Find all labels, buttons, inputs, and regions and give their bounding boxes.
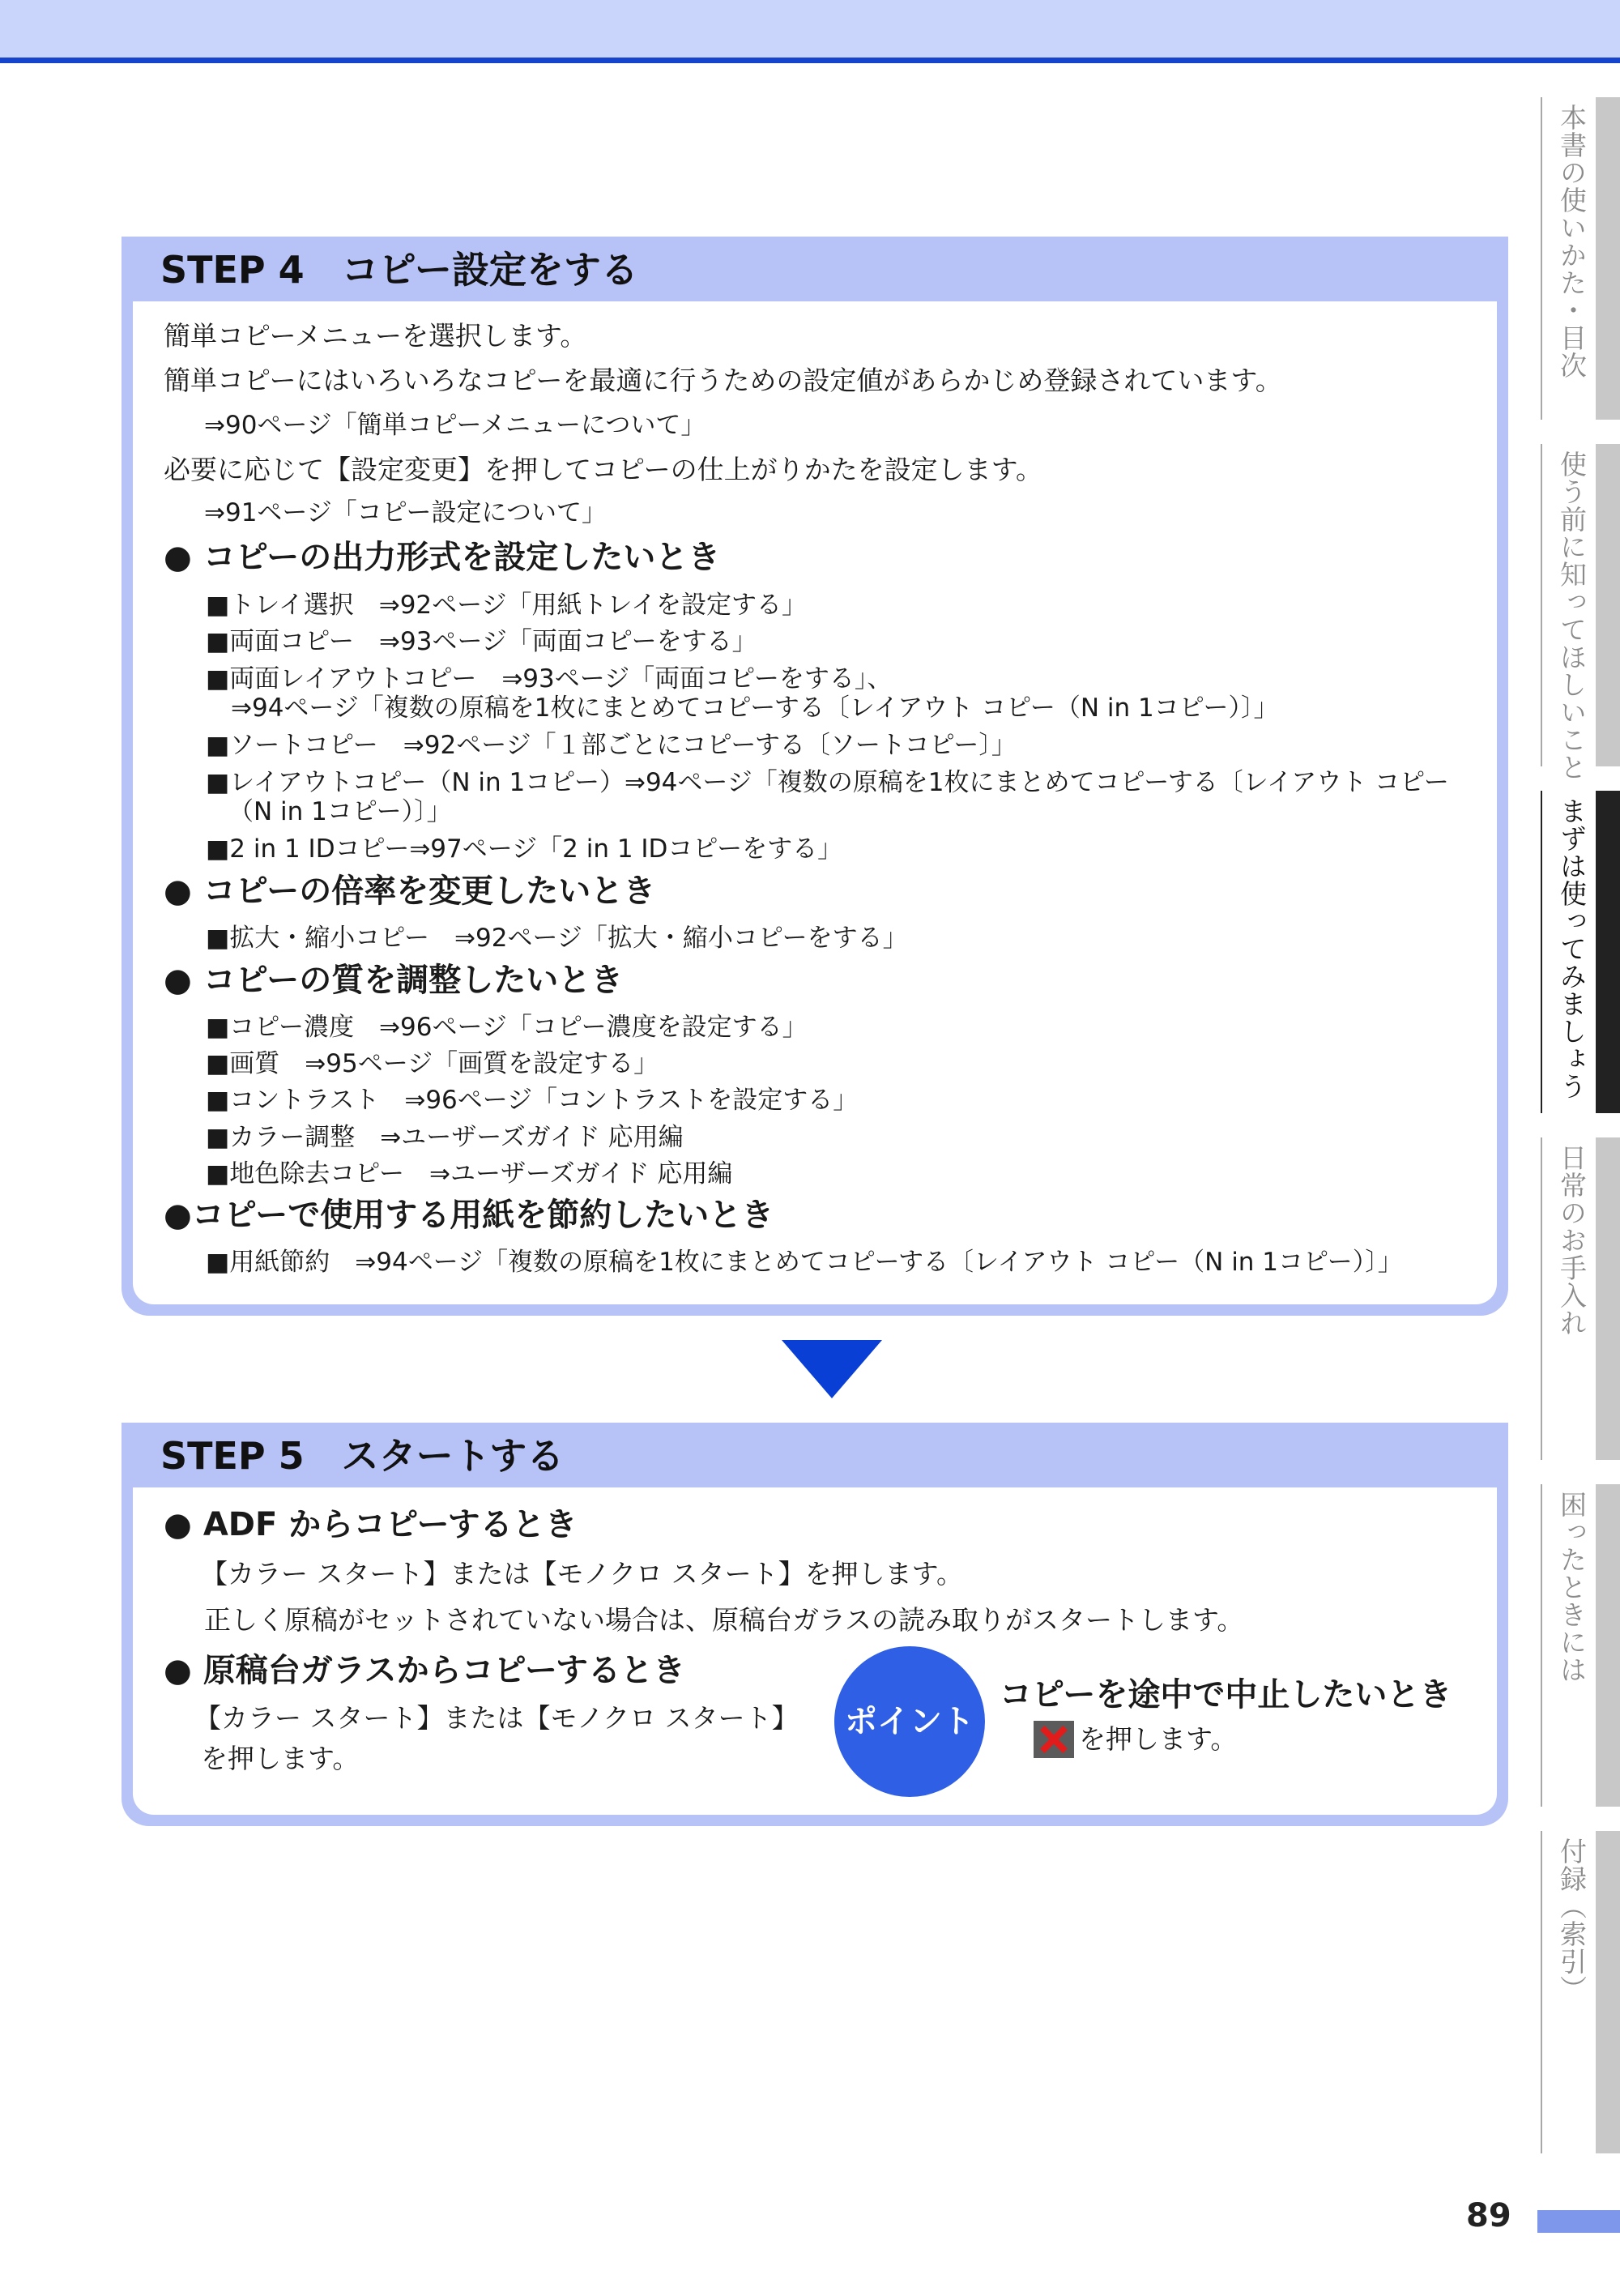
- step4-intro-1: 簡単コピーメニューを選択します。: [164, 320, 587, 352]
- item-paper-save: ■用紙節約 ⇒94ページ「複数の原稿を1枚にまとめてコピーする〔レイアウト コピー（N in 1コピー）〕」: [206, 1248, 1403, 1277]
- item-color-adjust: ■カラー調整 ⇒ユーザーズガイド 応用編: [206, 1123, 684, 1152]
- step4-intro-3: 必要に応じて【設定変更】を押してコピーの仕上がりかたを設定します。: [164, 454, 1043, 485]
- side-tab-edge: [1596, 1484, 1620, 1807]
- page-number-bar: [1537, 2210, 1620, 2233]
- section-quality-heading: ● コピーの質を調整したいとき: [164, 962, 624, 999]
- glass-heading: ● 原稿台ガラスからコピーするとき: [164, 1652, 686, 1689]
- point-badge-label: ポイント: [845, 1703, 974, 1740]
- item-duplex-layout-copy: ■両面レイアウトコピー ⇒93ページ「両面コピーをする」、: [206, 664, 893, 693]
- side-tab-before-use[interactable]: [1541, 444, 1620, 781]
- header-band: [0, 0, 1620, 63]
- side-tab-appendix[interactable]: [1541, 1831, 1620, 2153]
- stop-x-icon: [1034, 1721, 1074, 1758]
- adf-heading: ● ADF からコピーするとき: [164, 1506, 578, 1543]
- item-image-quality: ■画質 ⇒95ページ「画質を設定する」: [206, 1049, 659, 1078]
- section-output-format-heading: ● コピーの出力形式を設定したいとき: [164, 539, 721, 576]
- item-contrast: ■コントラスト ⇒96ページ「コントラストを設定する」: [206, 1086, 859, 1115]
- step4-ref-1: ⇒90ページ「簡単コピーメニューについて」: [204, 411, 706, 440]
- side-tab-contents[interactable]: [1541, 97, 1620, 420]
- side-tab-edge: [1596, 1137, 1620, 1460]
- side-tab-label: 付録（索引）: [1556, 1837, 1588, 2003]
- adf-line-2: 正しく原稿がセットされていない場合は、原稿台ガラスの読み取りがスタートします。: [204, 1604, 1244, 1636]
- section-scale-heading: ● コピーの倍率を変更したいとき: [164, 873, 656, 910]
- side-tab-edge: [1596, 97, 1620, 420]
- side-tab-edge: [1596, 1831, 1620, 2153]
- item-enlarge-reduce: ■拡大・縮小コピー ⇒92ページ「拡大・縮小コピーをする」: [206, 924, 908, 953]
- item-background-removal: ■地色除去コピー ⇒ユーザーズガイド 応用編: [206, 1159, 733, 1189]
- item-2in1-id-copy: ■2 in 1 IDコピー⇒97ページ「2 in 1 IDコピーをする」: [206, 834, 843, 864]
- side-tab-label: 日常のお手入れ: [1556, 1144, 1588, 1337]
- step4-intro-2: 簡単コピーにはいろいろなコピーを最適に行うための設定値があらかじめ登録されています。: [164, 365, 1282, 396]
- glass-line-2: を押します。: [201, 1743, 360, 1774]
- item-copy-density: ■コピー濃度 ⇒96ページ「コピー濃度を設定する」: [206, 1013, 808, 1042]
- adf-line-1: 【カラー スタート】または【モノクロ スタート】を押します。: [201, 1558, 964, 1590]
- down-arrow-icon: [782, 1340, 882, 1398]
- side-tab-troubleshooting[interactable]: [1541, 1484, 1620, 1807]
- glass-line-1: 【カラー スタート】または【モノクロ スタート】: [194, 1702, 799, 1734]
- side-tab-edge: [1596, 444, 1620, 766]
- side-tab-label: 本書の使いかた・目次: [1556, 104, 1588, 379]
- item-sort-copy: ■ソートコピー ⇒92ページ「１部ごとにコピーする〔ソートコピー〕」: [206, 731, 1017, 760]
- side-tab-try-it[interactable]: [1541, 791, 1620, 1113]
- step5-title: STEP 5 スタートする: [160, 1434, 565, 1478]
- side-tab-edge: [1596, 791, 1620, 1113]
- step4-title: STEP 4 コピー設定をする: [160, 248, 638, 292]
- side-tab-label: まずは使ってみましょう: [1556, 797, 1588, 1100]
- item-tray-select: ■トレイ選択 ⇒92ページ「用紙トレイを設定する」: [206, 591, 807, 620]
- step4-ref-2: ⇒91ページ「コピー設定について」: [204, 498, 607, 527]
- section-paper-save-heading: ●コピーで使用する用紙を節約したいとき: [164, 1197, 774, 1234]
- side-tab-label: 困ったときには: [1556, 1491, 1588, 1684]
- side-tab-maintenance[interactable]: [1541, 1137, 1620, 1460]
- point-badge: [834, 1646, 985, 1797]
- point-heading: コピーを途中で中止したいとき: [1000, 1676, 1452, 1713]
- point-text: を押します。: [1079, 1723, 1238, 1755]
- item-duplex-layout-copy-ref: ⇒94ページ「複数の原稿を1枚にまとめてコピーする〔レイアウト コピー（N in 1コピー）〕」: [206, 693, 1279, 723]
- item-duplex-copy: ■両面コピー ⇒93ページ「両面コピーをする」: [206, 627, 757, 656]
- item-layout-copy: ■レイアウトコピー（N in 1コピー）⇒94ページ「複数の原稿を1枚にまとめてコピーする〔レイアウト コピー: [206, 768, 1449, 797]
- page-number: 89: [1466, 2197, 1511, 2234]
- item-layout-copy-cont: （N in 1コピー）〕」: [228, 797, 452, 826]
- side-tab-label: 使う前に知ってほしいこと: [1556, 450, 1588, 781]
